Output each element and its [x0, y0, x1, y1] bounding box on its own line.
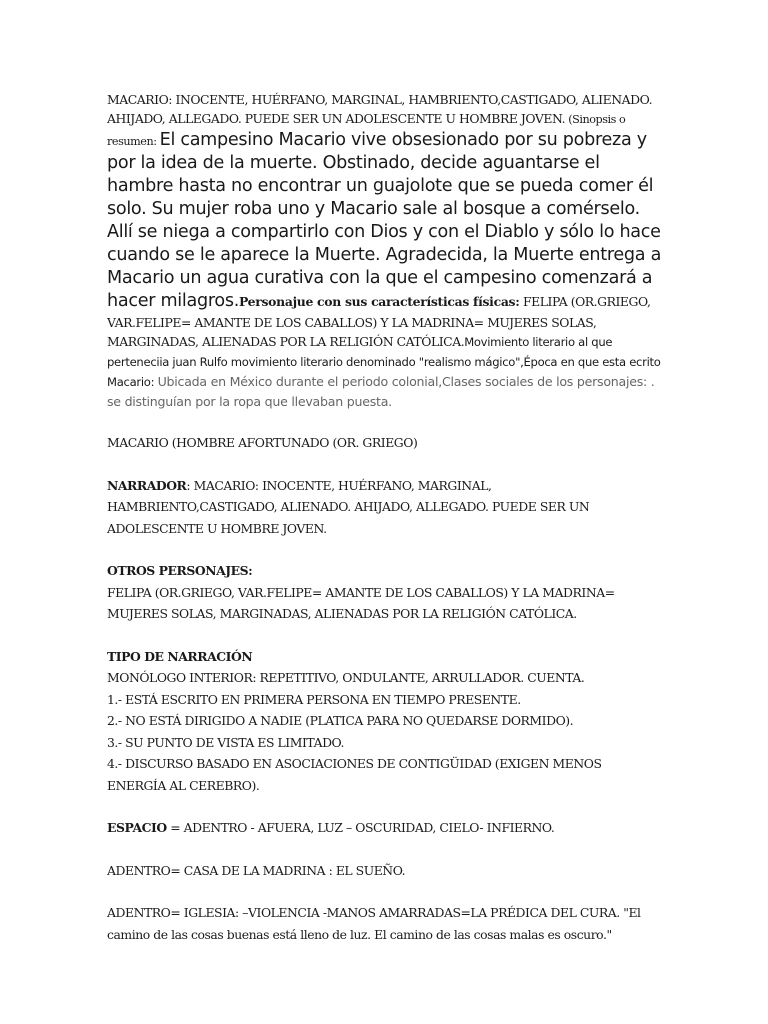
- list-item-4: 4.- DISCURSO BASADO EN ASOCIACIONES DE CONTIGÜIDAD (EXIGEN MENOS ENERGÍA AL CEREBRO).: [107, 756, 602, 793]
- synopsis-text: El campesino Macario vive obsesionado por su pobreza y por la idea de la muerte. Obstinado, decide aguantarse el hambre hasta no encontrar un guajolote que se pueda comer él solo. Su mujer roba uno y Macario sale al bosque a comérselo. Allí se niega a compartirlo con Dios y con el Diablo y sólo lo hace cuando se le aparece la Muerte. Agradecida, la Muerte entrega a Macario un agua curativa con la que el campesino comenzará a hacer milagros: [107, 130, 662, 311]
- narrador-label: NARRADOR: [107, 477, 187, 493]
- spacer: [107, 796, 663, 817]
- spacer: [107, 411, 663, 432]
- tipo-label: TIPO DE NARRACIÓN: [107, 648, 253, 664]
- document-body: [107, 90, 663, 945]
- espacio-text: = ADENTRO - AFUERA, LUZ – OSCURIDAD, CIELO- INFIERNO.: [166, 820, 555, 835]
- felipa-description: FELIPA (OR.GRIEGO, VAR.FELIPE= AMANTE DE LOS CABALLOS) Y LA MADRINA= MUJERES SOLAS, MARGINADAS, ALIENADAS POR LA RELIGIÓN CATÓLICA.: [107, 294, 651, 349]
- tipo-heading: [107, 646, 663, 668]
- spacer: [107, 625, 663, 646]
- macario-hombre-line: MACARIO (HOMBRE AFORTUNADO (OR. GRIEGO): [107, 435, 418, 450]
- spacer: [107, 881, 663, 902]
- spacer: [107, 539, 663, 560]
- adentro-casa-line: ADENTRO= CASA DE LA MADRINA : EL SUEÑO.: [107, 862, 406, 878]
- list-item-2: 2.- NO ESTÁ DIRIGIDO A NADIE (PLATICA PARA NO QUEDARSE DORMIDO).: [107, 713, 574, 728]
- sinopsis-label: (Sinopsis o resumen:: [107, 113, 626, 148]
- otros-label: OTROS PERSONAJES:: [107, 563, 253, 578]
- spacer: [107, 454, 663, 475]
- list-item-3: 3.- SU PUNTO DE VISTA ES LIMITADO.: [107, 734, 345, 750]
- ubicada-text: Ubicada en México durante el periodo colonial,Clases sociales de los personajes: . se distinguían por la ropa que llevaban puesta.: [107, 374, 655, 409]
- otros-heading: [107, 560, 663, 582]
- narrador-text: : MACARIO: INOCENTE, HUÉRFANO, MARGINAL, HAMBRIENTO,CASTIGADO, ALIENADO. AHIJADO, ALLEGADO. PUEDE SER UN ADOLESCENTE U HOMBRE JOVEN.: [107, 477, 590, 536]
- narrador-paragraph: [107, 475, 663, 540]
- adentro-iglesia-line: ADENTRO= IGLESIA: –VIOLENCIA -MANOS AMARRADAS=LA PRÉDICA DEL CURA. "El camino de las cosas buenas está lleno de luz. El camino de las cosas malas es oscuro.": [107, 905, 641, 942]
- espacio-label: ESPACIO: [107, 820, 167, 835]
- macario-description: MACARIO: INOCENTE, HUÉRFANO, MARGINAL, HAMBRIENTO,CASTIGADO, ALIENADO. AHIJADO, ALLEGADO. PUEDE SER UN ADOLESCENTE U HOMBRE JOVEN.: [107, 92, 653, 126]
- spacer: [107, 839, 663, 860]
- monologo-line: MONÓLOGO INTERIOR: REPETITIVO, ONDULANTE, ARRULLADOR. CUENTA.: [107, 670, 585, 685]
- list-item-1: 1.- ESTÁ ESCRITO EN PRIMERA PERSONA EN TIEMPO PRESENTE.: [107, 691, 521, 707]
- espacio-line: [107, 817, 663, 839]
- synopsis-dot: .: [233, 291, 239, 311]
- otros-text: FELIPA (OR.GRIEGO, VAR.FELIPE= AMANTE DE LOS CABALLOS) Y LA MADRINA= MUJERES SOLAS, MARGINADAS, ALIENADAS POR LA RELIGIÓN CATÓLICA.: [107, 584, 615, 621]
- movimiento-text: Movimiento literario al que perteneciia juan Rulfo movimiento literario denominado "realismo mágico",Época en que esta ecrito Macario:: [107, 335, 661, 389]
- personaje-label: Personajue con sus características físicas:: [239, 294, 520, 309]
- synopsis-paragraph: [107, 90, 663, 411]
